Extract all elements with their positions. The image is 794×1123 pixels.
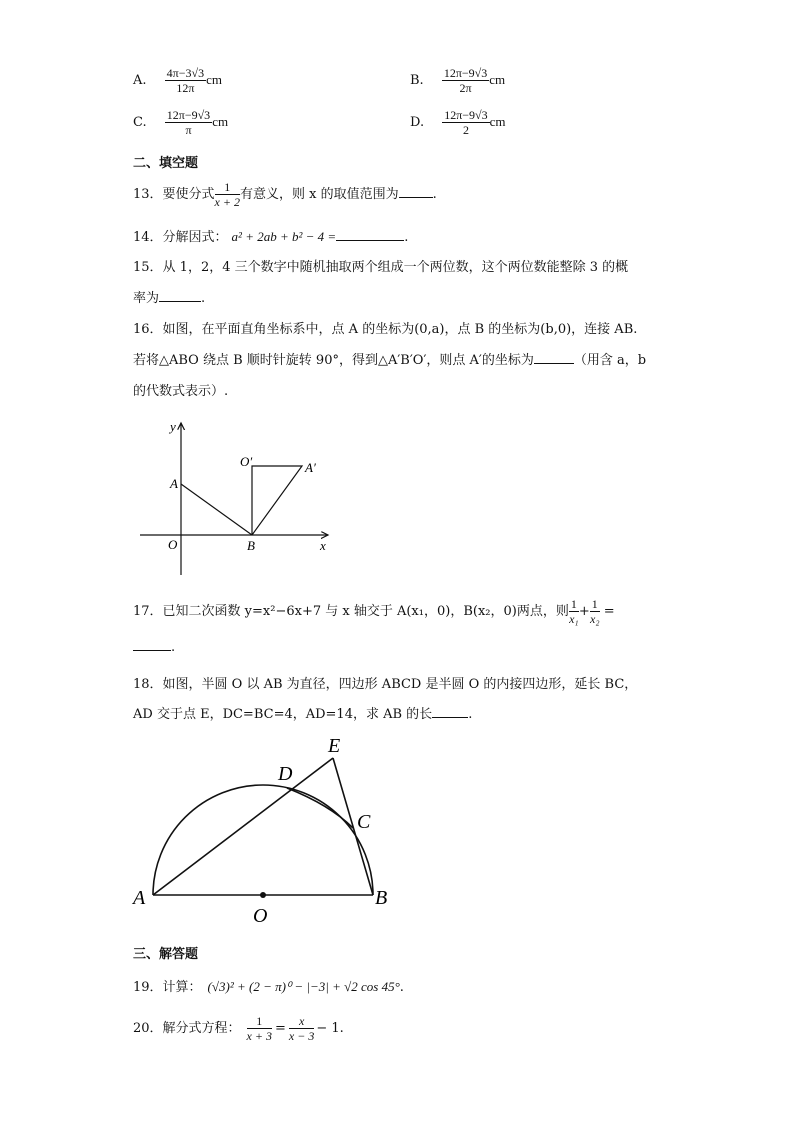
figure-16-coordinate-plane bbox=[130, 415, 340, 580]
section-heading-solve: 三、解答题 bbox=[133, 947, 199, 962]
q20-right-fraction: $\frac{x}{x - 3}$ bbox=[288, 1014, 315, 1043]
choice-fraction: $\frac{4\pi-3√3}{12\pi}$ bbox=[166, 66, 205, 95]
x-axis-label: x bbox=[320, 538, 326, 553]
choice-letter: C. bbox=[133, 115, 147, 130]
choice-fraction: $\frac{12\pi-9√3}{2}$ bbox=[444, 108, 488, 137]
point-b-label: B bbox=[375, 887, 388, 909]
choice-c bbox=[133, 108, 228, 137]
point-a-label: A bbox=[170, 476, 178, 491]
question-19: 19．计算： (√3)² + (2 − π)⁰ − |−3| + √2 cos 45°. bbox=[133, 979, 404, 995]
question-20: 20．解分式方程： $\frac{1}{x + 3}$ = $\frac{x}{x - 3}$ − 1. bbox=[133, 1014, 344, 1043]
question-15-line2: 率为 . bbox=[133, 291, 206, 306]
triangle-a2-b-o2 bbox=[252, 466, 302, 535]
choice-fraction: $\frac{12\pi-9√3}{2\pi}$ bbox=[443, 66, 488, 95]
choice-unit: cm bbox=[212, 114, 229, 129]
point-b-label: B bbox=[247, 538, 255, 553]
question-17: 17．已知二次函数 y=x²−6x+7 与 x 轴交于 A(x₁，0)，B(x₂，0)两点，则 $\frac{1}{\text{x₁}}$ + $\frac{1}{\text{x₂}}$ = bbox=[133, 597, 615, 626]
semicircle-arc bbox=[153, 785, 373, 895]
section-heading-fill-in: 二、填空题 bbox=[133, 156, 199, 171]
answer-blank[interactable] bbox=[133, 650, 171, 651]
choice-unit: cm bbox=[206, 72, 222, 87]
question-16-line1: 16．如图，在平面直角坐标系中，点 A 的坐标为(0,a)，点 B 的坐标为(b,0)，连接 AB. bbox=[133, 322, 638, 337]
question-16-line2: 若将△ABO 绕点 B 顺时针旋转 90°，得到△A′B′O′，则点 A′的坐标为 （用含 a，b bbox=[133, 353, 647, 368]
q14-expression: a² + 2ab + b² − 4 = bbox=[231, 229, 337, 244]
choice-letter: A. bbox=[133, 73, 147, 88]
segment-ab bbox=[181, 484, 252, 535]
question-13: 13．要使分式 $\frac{1}{x + 2}$ 有意义，则 x 的取值范围为 . bbox=[133, 180, 437, 209]
point-a-prime-label: A′ bbox=[305, 460, 316, 475]
point-a-label: A bbox=[133, 887, 146, 909]
choice-fraction: $\frac{12\pi-9√3}{\pi}$ bbox=[166, 108, 211, 137]
q17-fraction-2: $\frac{1}{\text{x₂}}$ bbox=[590, 597, 600, 626]
segment-ae bbox=[153, 758, 333, 895]
point-o-label: O bbox=[168, 537, 178, 552]
q13-fraction: $\frac{1}{x + 2}$ bbox=[214, 180, 240, 209]
choice-d bbox=[410, 108, 506, 137]
question-15-line1: 15．从 1，2，4 三个数字中随机抽取两个组成一个两位数，这个两位数能整除 3 的概 bbox=[133, 260, 629, 275]
choice-letter: B. bbox=[410, 73, 424, 88]
choice-unit: cm bbox=[489, 72, 506, 87]
answer-blank[interactable] bbox=[336, 240, 404, 241]
center-o-dot bbox=[260, 892, 266, 898]
answer-blank[interactable] bbox=[399, 197, 433, 198]
question-18-line1: 18．如图，半圆 O 以 AB 为直径，四边形 ABCD 是半圆 O 的内接四边形，延长 BC， bbox=[133, 677, 638, 692]
q19-expression: (√3)² + (2 − π)⁰ − |−3| + √2 cos 45° bbox=[207, 979, 400, 994]
choice-unit: cm bbox=[489, 114, 506, 129]
point-e-label: E bbox=[328, 735, 341, 757]
q17-fraction-1: $\frac{1}{\text{x₁}}$ bbox=[569, 597, 579, 626]
question-16-line3: 的代数式表示）. bbox=[133, 384, 229, 399]
answer-blank[interactable] bbox=[534, 363, 574, 364]
point-c-label: C bbox=[357, 811, 371, 833]
point-o-prime-label: O′ bbox=[240, 454, 253, 469]
question-14: 14．分解因式： a² + 2ab + b² − 4 = . bbox=[133, 229, 409, 245]
choice-a bbox=[133, 66, 222, 95]
answer-blank[interactable] bbox=[432, 717, 468, 718]
choice-b bbox=[410, 66, 505, 95]
choice-letter: D. bbox=[410, 115, 425, 130]
point-o-label: O bbox=[253, 905, 268, 927]
q20-left-fraction: $\frac{1}{x + 3}$ bbox=[246, 1014, 272, 1043]
question-17-answer: . bbox=[133, 640, 175, 655]
point-d-label: D bbox=[278, 763, 293, 785]
y-axis-label: y bbox=[170, 419, 176, 434]
answer-blank[interactable] bbox=[159, 301, 201, 302]
question-18-line2: AD 交于点 E，DC=BC=4，AD=14，求 AB 的长 . bbox=[133, 707, 473, 722]
figure-18-semicircle bbox=[125, 730, 405, 930]
